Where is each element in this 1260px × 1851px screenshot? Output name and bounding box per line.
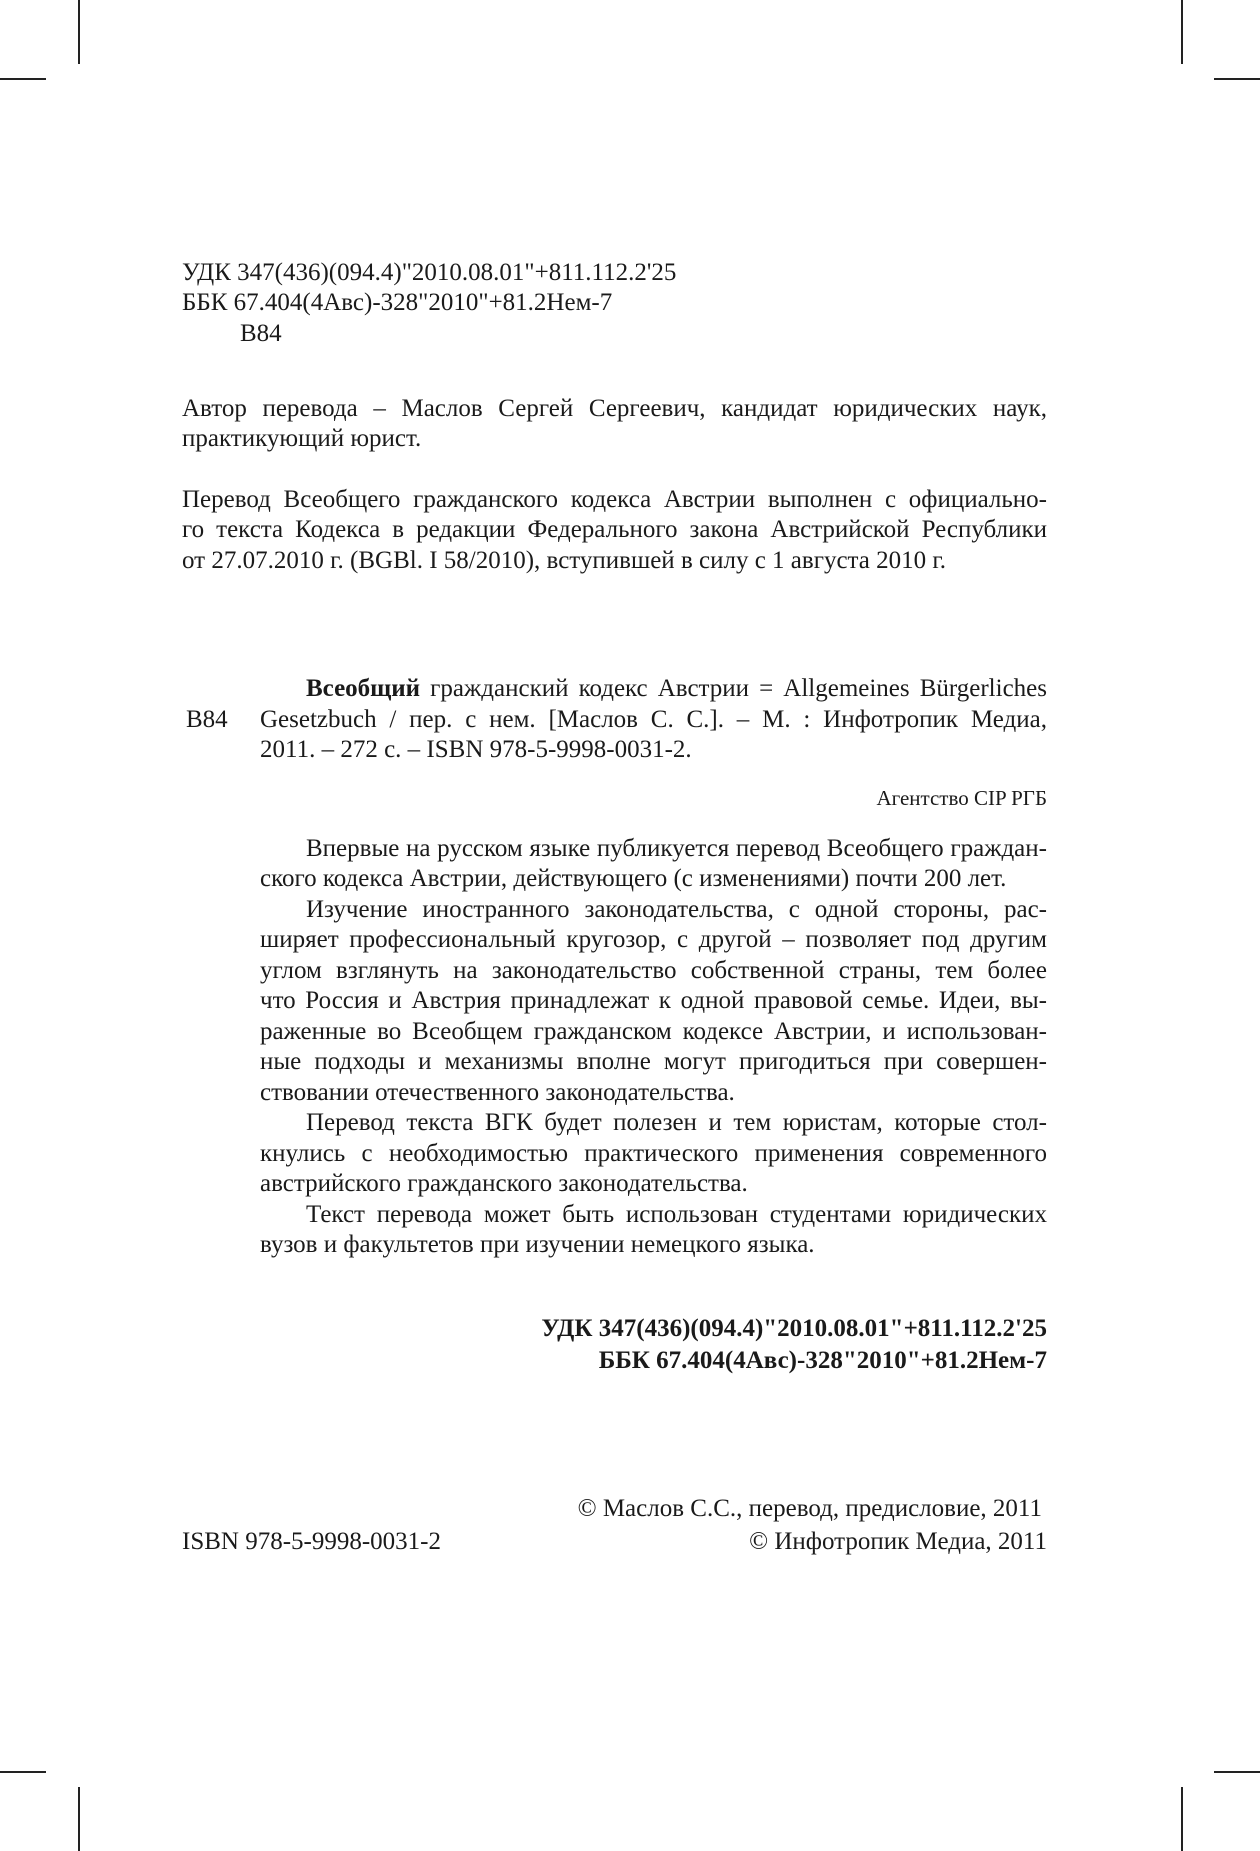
source-note-line-3: от 27.07.2010 г. (BGBl. I 58/2010), вступившей в силу с 1 августа 2010 г.	[182, 547, 947, 574]
annotation-p2-l5: раженные во Всеобщем гражданском кодексе Австрии, и использован-	[260, 1018, 1047, 1045]
source-note-line-1: Перевод Всеобщего гражданского кодекса Австрии выполнен с официально-	[182, 486, 1047, 513]
crop-mark-bottom-left	[78, 1787, 80, 1851]
crop-mark-bottom-right	[1181, 1787, 1183, 1851]
bbk-code-bold: ББК 67.404(4Авс)-328"2010"+81.2Нем-7	[598, 1347, 1047, 1374]
annotation-p2-l4: что Россия и Австрия принадлежат к одной правовой семье. Идеи, вы-	[260, 987, 1047, 1014]
annotation-p1-l1: Впервые на русском языке публикуется перевод Всеобщего граждан-	[306, 835, 1047, 862]
source-note-line-2: го текста Кодекса в редакции Федерального закона Австрийской Республики	[182, 516, 1047, 543]
bib-line-1-rest: гражданский кодекс Австрии = Allgemeines Bürgerliches	[420, 675, 1047, 702]
udk-code-bold: УДК 347(436)(094.4)"2010.08.01"+811.112.2'25	[541, 1315, 1047, 1342]
crop-mark-top-left-h	[0, 78, 46, 80]
crop-mark-top-right-h	[1214, 78, 1260, 80]
copyright-translator: © Маслов С.С., перевод, предисловие, 2011	[577, 1495, 1042, 1522]
crop-mark-bottom-right-h	[1214, 1771, 1260, 1773]
bib-title: Всеобщий	[306, 675, 421, 702]
annotation-p2-l7: ствовании отечественного законодательства.	[260, 1079, 735, 1106]
annotation-p2-l3: углом взглянуть на законодательство собственной страны, тем более	[260, 957, 1047, 984]
isbn: ISBN 978-5-9998-0031-2	[182, 1528, 442, 1555]
annotation-p4-l1: Текст перевода может быть использован студентами юридических	[306, 1201, 1047, 1228]
annotation-p2-l2: ширяет профессиональный кругозор, с другой – позволяет под другим	[260, 926, 1047, 953]
annotation-p3-l2: кнулись с необходимостью практического применения современного	[260, 1140, 1047, 1167]
crop-mark-top-left	[78, 0, 80, 64]
annotation-p4-l2: вузов и факультетов при изучении немецкого языка.	[260, 1231, 815, 1258]
udk-code: УДК 347(436)(094.4)"2010.08.01"+811.112.2'25	[182, 259, 677, 286]
annotation-p1-l2: ского кодекса Австрии, действующего (с изменениями) почти 200 лет.	[260, 865, 1007, 892]
bbk-code: ББК 67.404(4Авс)-328"2010"+81.2Нем-7	[182, 289, 613, 316]
annotation-p3-l1: Перевод текста ВГК будет полезен и тем юристам, которые стол-	[306, 1109, 1047, 1136]
annotation-p3-l3: австрийского гражданского законодательства.	[260, 1170, 748, 1197]
annotation-p2-l6: ные подходы и механизмы вполне могут пригодиться при совершен-	[260, 1048, 1047, 1075]
bib-line-1	[306, 674, 1047, 704]
bib-line-2: Gesetzbuch / пер. с нем. [Маслов С. С.]. – М. : Инфотропик Медиа,	[260, 706, 1047, 733]
translator-line-1: Автор перевода – Маслов Сергей Сергеевич, кандидат юридических наук,	[182, 395, 1047, 422]
bib-line-3: 2011. – 272 с. – ISBN 978-5-9998-0031-2.	[260, 736, 692, 763]
annotation-p2-l1: Изучение иностранного законодательства, с одной стороны, рас-	[306, 896, 1047, 923]
bib-mark: В84	[186, 706, 228, 733]
crop-mark-bottom-left-h	[0, 1771, 46, 1773]
copyright-publisher: © Инфотропик Медиа, 2011	[749, 1528, 1047, 1555]
crop-mark-top-right	[1181, 0, 1183, 64]
author-mark: В84	[240, 320, 282, 347]
translator-line-2: практикующий юрист.	[182, 425, 422, 452]
cip-agency: Агентство CIP РГБ	[876, 786, 1047, 810]
